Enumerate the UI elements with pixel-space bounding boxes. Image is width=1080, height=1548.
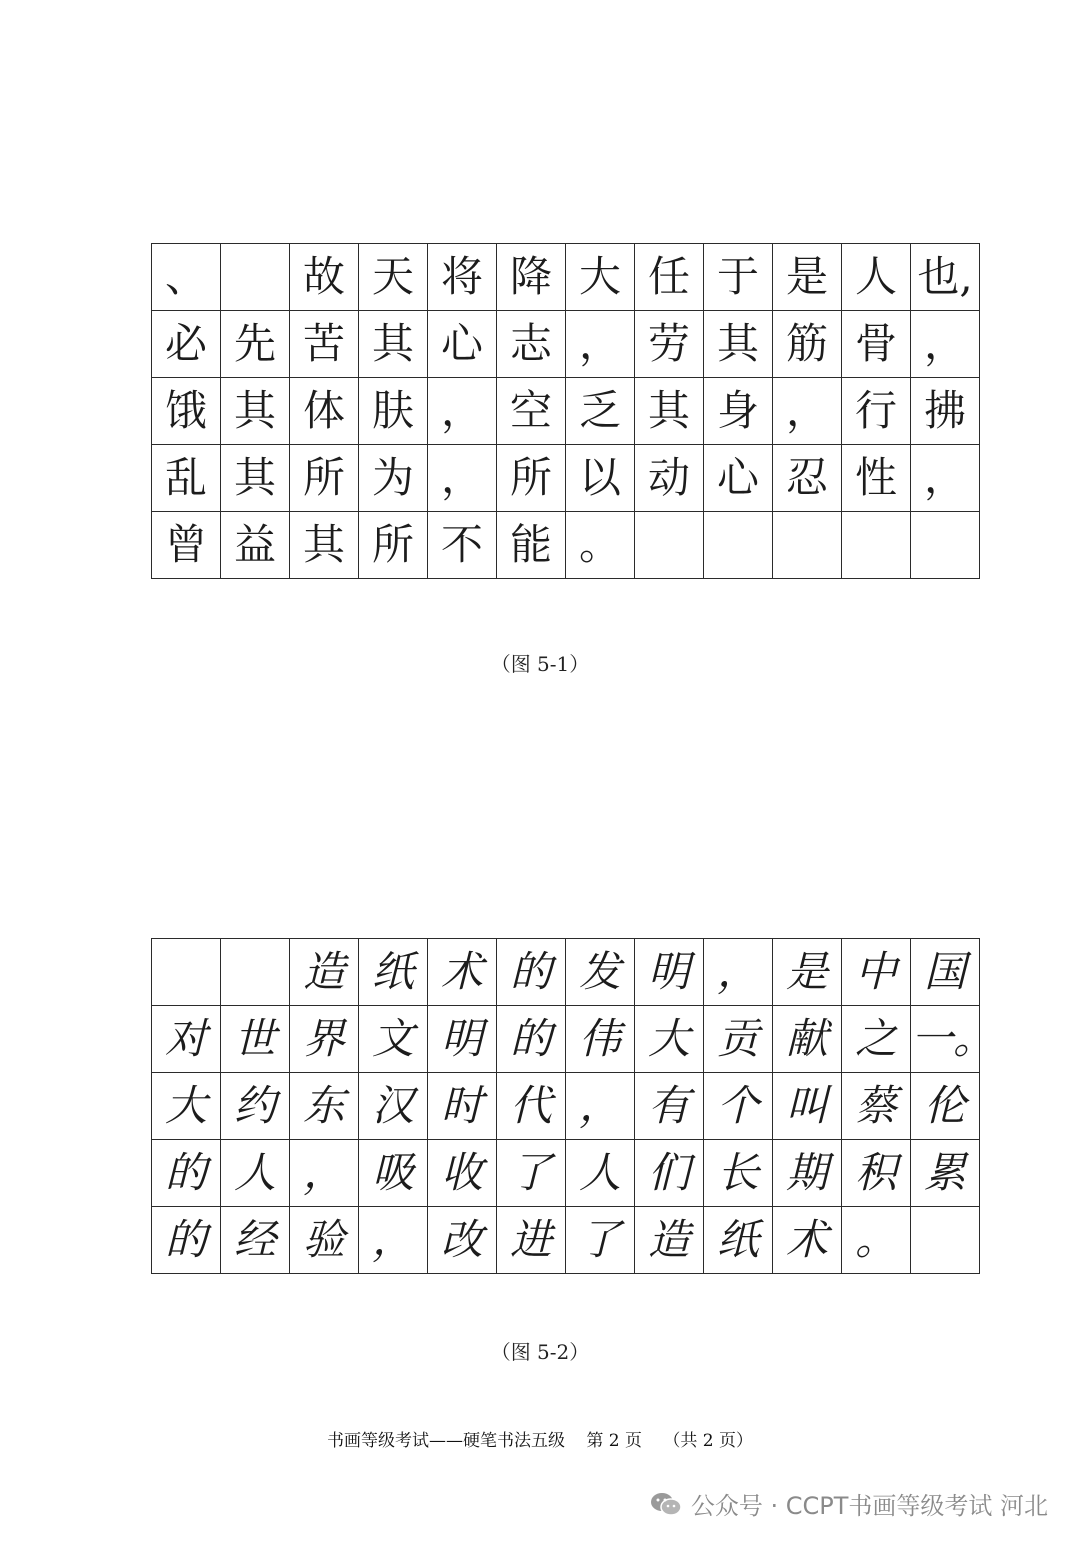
exam-title: 书画等级考试——硬笔书法五级 — [326, 1431, 565, 1451]
grid-cell: 纸 — [359, 939, 428, 1006]
grid-cell: ， — [359, 1207, 428, 1274]
grid-cell: ， — [773, 378, 842, 445]
wechat-icon — [649, 1490, 683, 1518]
grid-cell: 大 — [566, 244, 635, 311]
grid-cell: 乱 — [152, 445, 221, 512]
grid-cell: 。 — [842, 1207, 911, 1274]
grid-cell: 蔡 — [842, 1073, 911, 1140]
grid-cell: 造 — [635, 1207, 704, 1274]
grid-cell: 累 — [911, 1140, 980, 1207]
grid-cell: ， — [428, 445, 497, 512]
grid-cell — [842, 512, 911, 579]
grid-cell: 先 — [221, 311, 290, 378]
grid-cell: 为 — [359, 445, 428, 512]
grid-row — [152, 1073, 980, 1140]
grid-cell: 期 — [773, 1140, 842, 1207]
grid-cell: 肤 — [359, 378, 428, 445]
page-total: （共 2 页） — [663, 1431, 754, 1451]
grid-cell: 其 — [290, 512, 359, 579]
grid-cell: 的 — [152, 1140, 221, 1207]
grid-cell: 个 — [704, 1073, 773, 1140]
grid-cell: 明 — [635, 939, 704, 1006]
figure-caption-5-1: （图 5-1） — [490, 652, 590, 676]
grid-cell: 叫 — [773, 1073, 842, 1140]
grid-cell: 其 — [221, 378, 290, 445]
grid-cell: ， — [566, 311, 635, 378]
grid-cell: 饿 — [152, 378, 221, 445]
grid-cell: 动 — [635, 445, 704, 512]
grid-cell: 筋 — [773, 311, 842, 378]
grid-cell: 忍 — [773, 445, 842, 512]
grid-cell: 不 — [428, 512, 497, 579]
grid-cell: 世 — [221, 1006, 290, 1073]
grid-cell: 有 — [635, 1073, 704, 1140]
grid-cell: 之 — [842, 1006, 911, 1073]
grid-cell — [635, 512, 704, 579]
grid-cell: 的 — [497, 939, 566, 1006]
grid-cell: 改 — [428, 1207, 497, 1274]
grid-row — [152, 311, 980, 378]
watermark-text: 公众号 · CCPT书画等级考试 河北 — [690, 1492, 1048, 1520]
grid-cell: 任 — [635, 244, 704, 311]
grid-cell: 天 — [359, 244, 428, 311]
grid-cell: 苦 — [290, 311, 359, 378]
grid-cell: 心 — [704, 445, 773, 512]
page-number: 第 2 页 — [586, 1431, 642, 1451]
grid-cell — [152, 939, 221, 1006]
grid-cell: 中 — [842, 939, 911, 1006]
grid-cell: ， — [290, 1140, 359, 1207]
grid-cell: 劳 — [635, 311, 704, 378]
grid-cell: 的 — [497, 1006, 566, 1073]
grid-cell — [911, 512, 980, 579]
grid-cell: 明 — [428, 1006, 497, 1073]
grid-cell: 所 — [290, 445, 359, 512]
grid-row — [152, 445, 980, 512]
grid-cell: 于 — [704, 244, 773, 311]
watermark — [649, 1486, 1048, 1521]
figure-caption-5-2: （图 5-2） — [490, 1340, 590, 1364]
grid-cell: 其 — [221, 445, 290, 512]
grid-cell: ， — [704, 939, 773, 1006]
grid-cell: 是 — [773, 939, 842, 1006]
grid-cell: 人 — [842, 244, 911, 311]
grid-row — [152, 939, 980, 1006]
grid-cell: 降 — [497, 244, 566, 311]
grid-cell: 能 — [497, 512, 566, 579]
grid-cell: ， — [911, 311, 980, 378]
grid-cell: 骨 — [842, 311, 911, 378]
grid-cell: 将 — [428, 244, 497, 311]
grid-row — [152, 1140, 980, 1207]
grid-cell: 汉 — [359, 1073, 428, 1140]
grid-cell: 贡 — [704, 1006, 773, 1073]
grid-cell: 。 — [566, 512, 635, 579]
grid-cell: 所 — [497, 445, 566, 512]
grid-cell: 发 — [566, 939, 635, 1006]
grid-cell: 也, — [911, 244, 980, 311]
grid-cell: 的 — [152, 1207, 221, 1274]
grid-row — [152, 244, 980, 311]
grid-cell: 人 — [221, 1140, 290, 1207]
grid-cell — [704, 512, 773, 579]
grid-cell: 所 — [359, 512, 428, 579]
grid-cell: ， — [428, 378, 497, 445]
grid-cell: 界 — [290, 1006, 359, 1073]
grid-cell: 伟 — [566, 1006, 635, 1073]
grid-cell: 以 — [566, 445, 635, 512]
grid-cell — [911, 1207, 980, 1274]
grid-cell: 必 — [152, 311, 221, 378]
grid-cell: 收 — [428, 1140, 497, 1207]
grid-cell: 国 — [911, 939, 980, 1006]
grid-cell: 拂 — [911, 378, 980, 445]
grid-cell: 验 — [290, 1207, 359, 1274]
grid-cell: 进 — [497, 1207, 566, 1274]
grid-cell: ， — [911, 445, 980, 512]
grid-row — [152, 1006, 980, 1073]
grid-row — [152, 512, 980, 579]
grid-cell: 一。 — [911, 1006, 980, 1073]
grid-cell: 文 — [359, 1006, 428, 1073]
grid-cell: 吸 — [359, 1140, 428, 1207]
grid-cell: 大 — [152, 1073, 221, 1140]
grid-cell: 经 — [221, 1207, 290, 1274]
grid-cell: 行 — [842, 378, 911, 445]
calligraphy-grid-5-1 — [151, 243, 980, 579]
grid-row — [152, 378, 980, 445]
grid-cell: 了 — [497, 1140, 566, 1207]
grid-cell: 对 — [152, 1006, 221, 1073]
calligraphy-grid-5-2 — [151, 938, 996, 1274]
grid-cell: 代 — [497, 1073, 566, 1140]
grid-cell: 、 — [152, 244, 221, 311]
grid-body — [152, 939, 996, 1274]
grid-body — [152, 244, 980, 579]
grid-cell — [773, 512, 842, 579]
grid-cell: 术 — [773, 1207, 842, 1274]
grid-cell: 乏 — [566, 378, 635, 445]
grid-cell: 了 — [566, 1207, 635, 1274]
grid-cell: 体 — [290, 378, 359, 445]
grid-cell: ， — [566, 1073, 635, 1140]
grid-cell: 时 — [428, 1073, 497, 1140]
grid-cell: 身 — [704, 378, 773, 445]
grid-cell: 造 — [290, 939, 359, 1006]
grid-cell: 性 — [842, 445, 911, 512]
grid-cell: 故 — [290, 244, 359, 311]
grid-cell: 其 — [359, 311, 428, 378]
grid-cell: 献 — [773, 1006, 842, 1073]
grid-cell: 积 — [842, 1140, 911, 1207]
grid-cell: 志 — [497, 311, 566, 378]
grid-cell: 空 — [497, 378, 566, 445]
grid-cell: 约 — [221, 1073, 290, 1140]
grid-cell: 术 — [428, 939, 497, 1006]
grid-cell: 是 — [773, 244, 842, 311]
grid-cell: 人 — [566, 1140, 635, 1207]
grid-cell: 其 — [635, 378, 704, 445]
grid-cell — [221, 244, 290, 311]
grid-cell: 心 — [428, 311, 497, 378]
grid-cell: 东 — [290, 1073, 359, 1140]
grid-cell: 纸 — [704, 1207, 773, 1274]
grid-row — [152, 1207, 980, 1274]
grid-cell: 大 — [635, 1006, 704, 1073]
grid-cell: 长 — [704, 1140, 773, 1207]
grid-cell: 益 — [221, 512, 290, 579]
grid-cell: 们 — [635, 1140, 704, 1207]
grid-cell — [221, 939, 290, 1006]
grid-cell: 曾 — [152, 512, 221, 579]
grid-cell: 其 — [704, 311, 773, 378]
grid-cell: 伦 — [911, 1073, 980, 1140]
page-footer — [0, 1426, 1080, 1451]
